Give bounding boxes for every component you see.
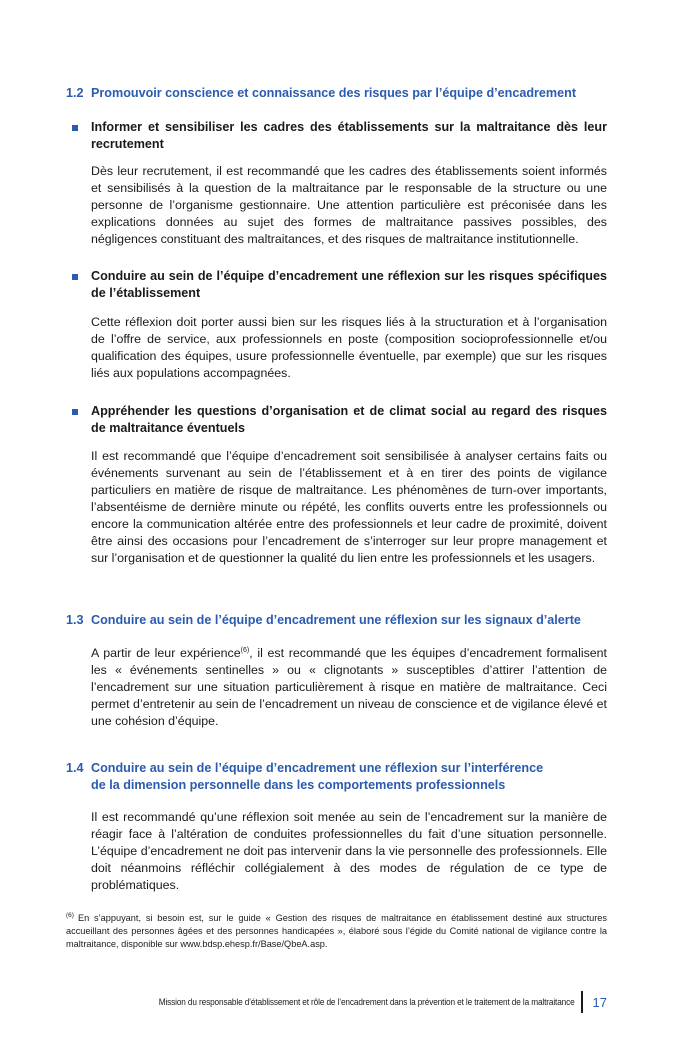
footer-title: Mission du responsable d’établissement et rôle de l’encadrement dans la prévention et le traitement de la maltraitance (158, 996, 575, 1008)
footnote (66, 912, 607, 951)
footnote-reference: (6) (240, 646, 250, 654)
section-heading-1-2 (66, 85, 626, 102)
paragraph-signaux-alerte (91, 645, 607, 730)
paragraph-climat-social: Il est recommandé que l’équipe d’encadrement soit sensibilisée à analyser certains faits ou événements survenant au sein de l’établissement et à en tirer des points de vigilance particuliers en matière de risque de maltraitance. Les phénomènes de turn-over importants, l’absentéisme de dernière minute ou répété, les conflits ouverts entre les professionnels ou encore la communication altérée entre des professionnels et leur cadre de proximité, doivent être ainsi des occasions pour l’encadrement de s’interroger sur leur propre management et sur l’organisation et de questionner la qualité du lien entre les professionnels et les usagers. (91, 449, 607, 565)
section-number: 1.4 (66, 761, 84, 775)
section-title-line-1: Conduire au sein de l’équipe d’encadrement une réflexion sur l’interférence (91, 761, 544, 775)
bullet-heading-climat-social (72, 403, 607, 437)
section-number: 1.3 (66, 613, 84, 627)
footnote-marker: (6) (66, 911, 74, 919)
section-title (91, 760, 626, 793)
bullet-heading-text: Appréhender les questions d’organisation et de climat social au regard des risques de maltraitance éventuels (91, 404, 607, 435)
paragraph-interference: Il est recommandé qu’une réflexion soit menée au sein de l’encadrement sur la manière de réagir face à l’altération de conduites professionnelles du fait d’une situation personnelle. L’équipe d’encadrement ne doit pas intervenir dans la vie personnelle des professionnels. Elle doit néanmoins réfléchir collégialement à des modes de régulation de ce type de problématiques. (91, 810, 607, 892)
section-title-line-2: de la dimension personnelle dans les comportements professionnels (91, 777, 506, 792)
bullet-heading-text: Conduire au sein de l’équipe d’encadrement une réflexion sur les risques spécifiques de l’établissement (91, 269, 607, 300)
bullet-square-icon (72, 125, 78, 131)
paragraph-text-end: , il est recommandé que les équipes d’encadrement formalisent les « événements sentinelles » ou « clignotants » susceptibles d’attirer l’attention de l’encadrement sur une situation particulièrement à risque en matière de maltraitance. Ceci permet d’entretenir au sein de l’encadrement un niveau de conscience et de vigilance élevé et une cohésion d’équipe. (91, 646, 608, 728)
section-number: 1.2 (66, 86, 84, 100)
bullet-heading-text: Informer et sensibiliser les cadres des établissements sur la maltraitance dès leur recrutement (91, 120, 607, 151)
paragraph-informer: Dès leur recrutement, il est recommandé que les cadres des établissements soient informés et sensibilisés à la question de la maltraitance par le responsable de la structure ou une personne de l’organisme gestionnaire. Une attention particulière est préconisée dans les explications données au sujet des formes de maltraitance passives possibles, des négligences constituant des maltraitances, et des risques de maltraitance institutionnelle. (91, 164, 607, 246)
section-heading-1-4 (66, 760, 626, 793)
page-number: 17 (592, 994, 607, 1010)
bullet-heading-risques-specifiques (72, 268, 607, 302)
page-footer (91, 991, 607, 1013)
section-heading-1-3 (66, 612, 626, 629)
bullet-square-icon (72, 274, 78, 280)
paragraph-risques-specifiques: Cette réflexion doit porter aussi bien sur les risques liés à la structuration et à l’organisation de l’offre de service, aux professionnels en poste (composition socioprofessionnelle et/ou qualification des équipes, usure professionnelle éventuelle, par exemple) que sur les risques liés aux populations accompagnées. (91, 315, 607, 380)
bullet-heading-informer (72, 119, 607, 153)
footer-divider (581, 991, 583, 1013)
paragraph-text-start: A partir de leur expérience (91, 646, 241, 660)
section-title: Promouvoir conscience et connaissance des risques par l’équipe d’encadrement (91, 86, 577, 100)
bullet-square-icon (72, 409, 78, 415)
footnote-text: En s’appuyant, si besoin est, sur le guide « Gestion des risques de maltraitance en établissement destiné aux structures accueillant des personnes âgées et des personnes handicapées », élaboré sous l’égide du Comité national de vigilance contre la maltraitance, disponible sur www.bdsp.ehesp.fr/Base/QbeA.asp. (66, 913, 607, 949)
section-title: Conduire au sein de l’équipe d’encadrement une réflexion sur les signaux d’alerte (91, 613, 581, 627)
